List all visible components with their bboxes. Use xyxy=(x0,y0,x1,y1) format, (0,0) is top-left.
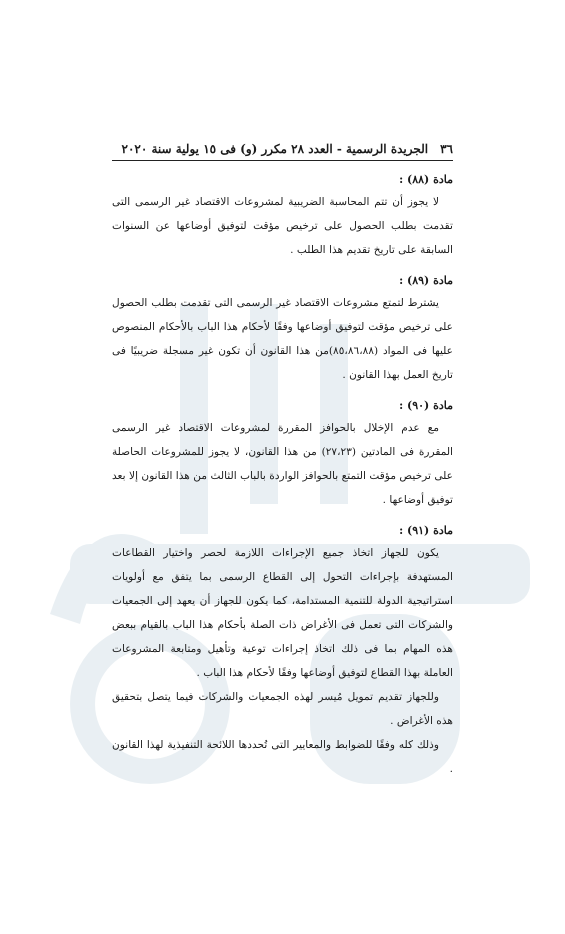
page-header xyxy=(112,134,453,161)
article-90-heading: مادة (٩٠) : xyxy=(399,399,453,412)
article-88-heading: مادة (٨٨) : xyxy=(399,173,453,186)
article-91-financing-text: وللجهاز تقديم تمويل مُيسر لهذه الجمعيات والشركات فيما يتصل بتحقيق هذه الأغراض . xyxy=(112,691,453,727)
article-90-text: مع عدم الإخلال بالحوافز المقررة لمشروعات الاقتصاد غير الرسمى المقررة فى المادتين (٢٧،٢٣) من هذا القانون، لا يجوز للمشروعات الحاصلة على ترخيص مؤقت التمتع بالحوافز الواردة بالباب الثالث من هذا القانون إلا بعد توفيق أوضاعها . xyxy=(112,422,453,506)
article-89-heading: مادة (٨٩) : xyxy=(399,274,453,287)
page-number: ٣٦ xyxy=(440,142,453,156)
article-91-heading: مادة (٩١) : xyxy=(399,524,453,537)
article-88-text: لا يجوز أن تتم المحاسبة الضريبية لمشروعات الاقتصاد غير الرسمى التى تقدمت بطلب الحصول على ترخيص مؤقت لتوفيق أوضاعها عن السنوات السابقة على تاريخ تقديم هذا الطلب . xyxy=(112,196,453,256)
article-91-regulations-text: وذلك كله وفقًا للضوابط والمعايير التى تُحددها اللائحة التنفيذية لهذا القانون . xyxy=(112,739,453,775)
article-91-text: يكون للجهاز اتخاذ جميع الإجراءات اللازمة لحصر واختيار القطاعات المستهدفة بإجراءات التحول إلى القطاع الرسمى بما يتفق مع أولويات استراتيجية الدولة للتنمية المستدامة، كما يكون للجهاز أن يعهد إلى الجمعيات والشركات التى تعمل فى الأغراض ذات الصلة بأحكام هذا الباب بالقيام ببعض هذه المهام بما فى ذلك اتخاذ إجراءات توعية وتأهيل ومتابعة المشروعات العاملة بهذا القطاع لتوفيق أوضاعها وفقًا لأحكام هذا الباب . xyxy=(112,547,453,679)
journal-title: الجريدة الرسمية - العدد ٢٨ مكرر (و) فى ١٥ يولية سنة ٢٠٢٠ xyxy=(121,142,429,156)
document-page xyxy=(0,134,565,781)
article-89-text: يشترط لتمتع مشروعات الاقتصاد غير الرسمى التى تقدمت بطلب الحصول على ترخيص مؤقت لتوفيق أوضاعها وفقًا لأحكام هذا الباب بالأحكام المنصوص عليها فى المواد (٨٥،٨٦،٨٨)من هذا القانون أن تكون غير مسجلة ضريبيًا فى تاريخ العمل بهذا القانون . xyxy=(112,297,453,381)
